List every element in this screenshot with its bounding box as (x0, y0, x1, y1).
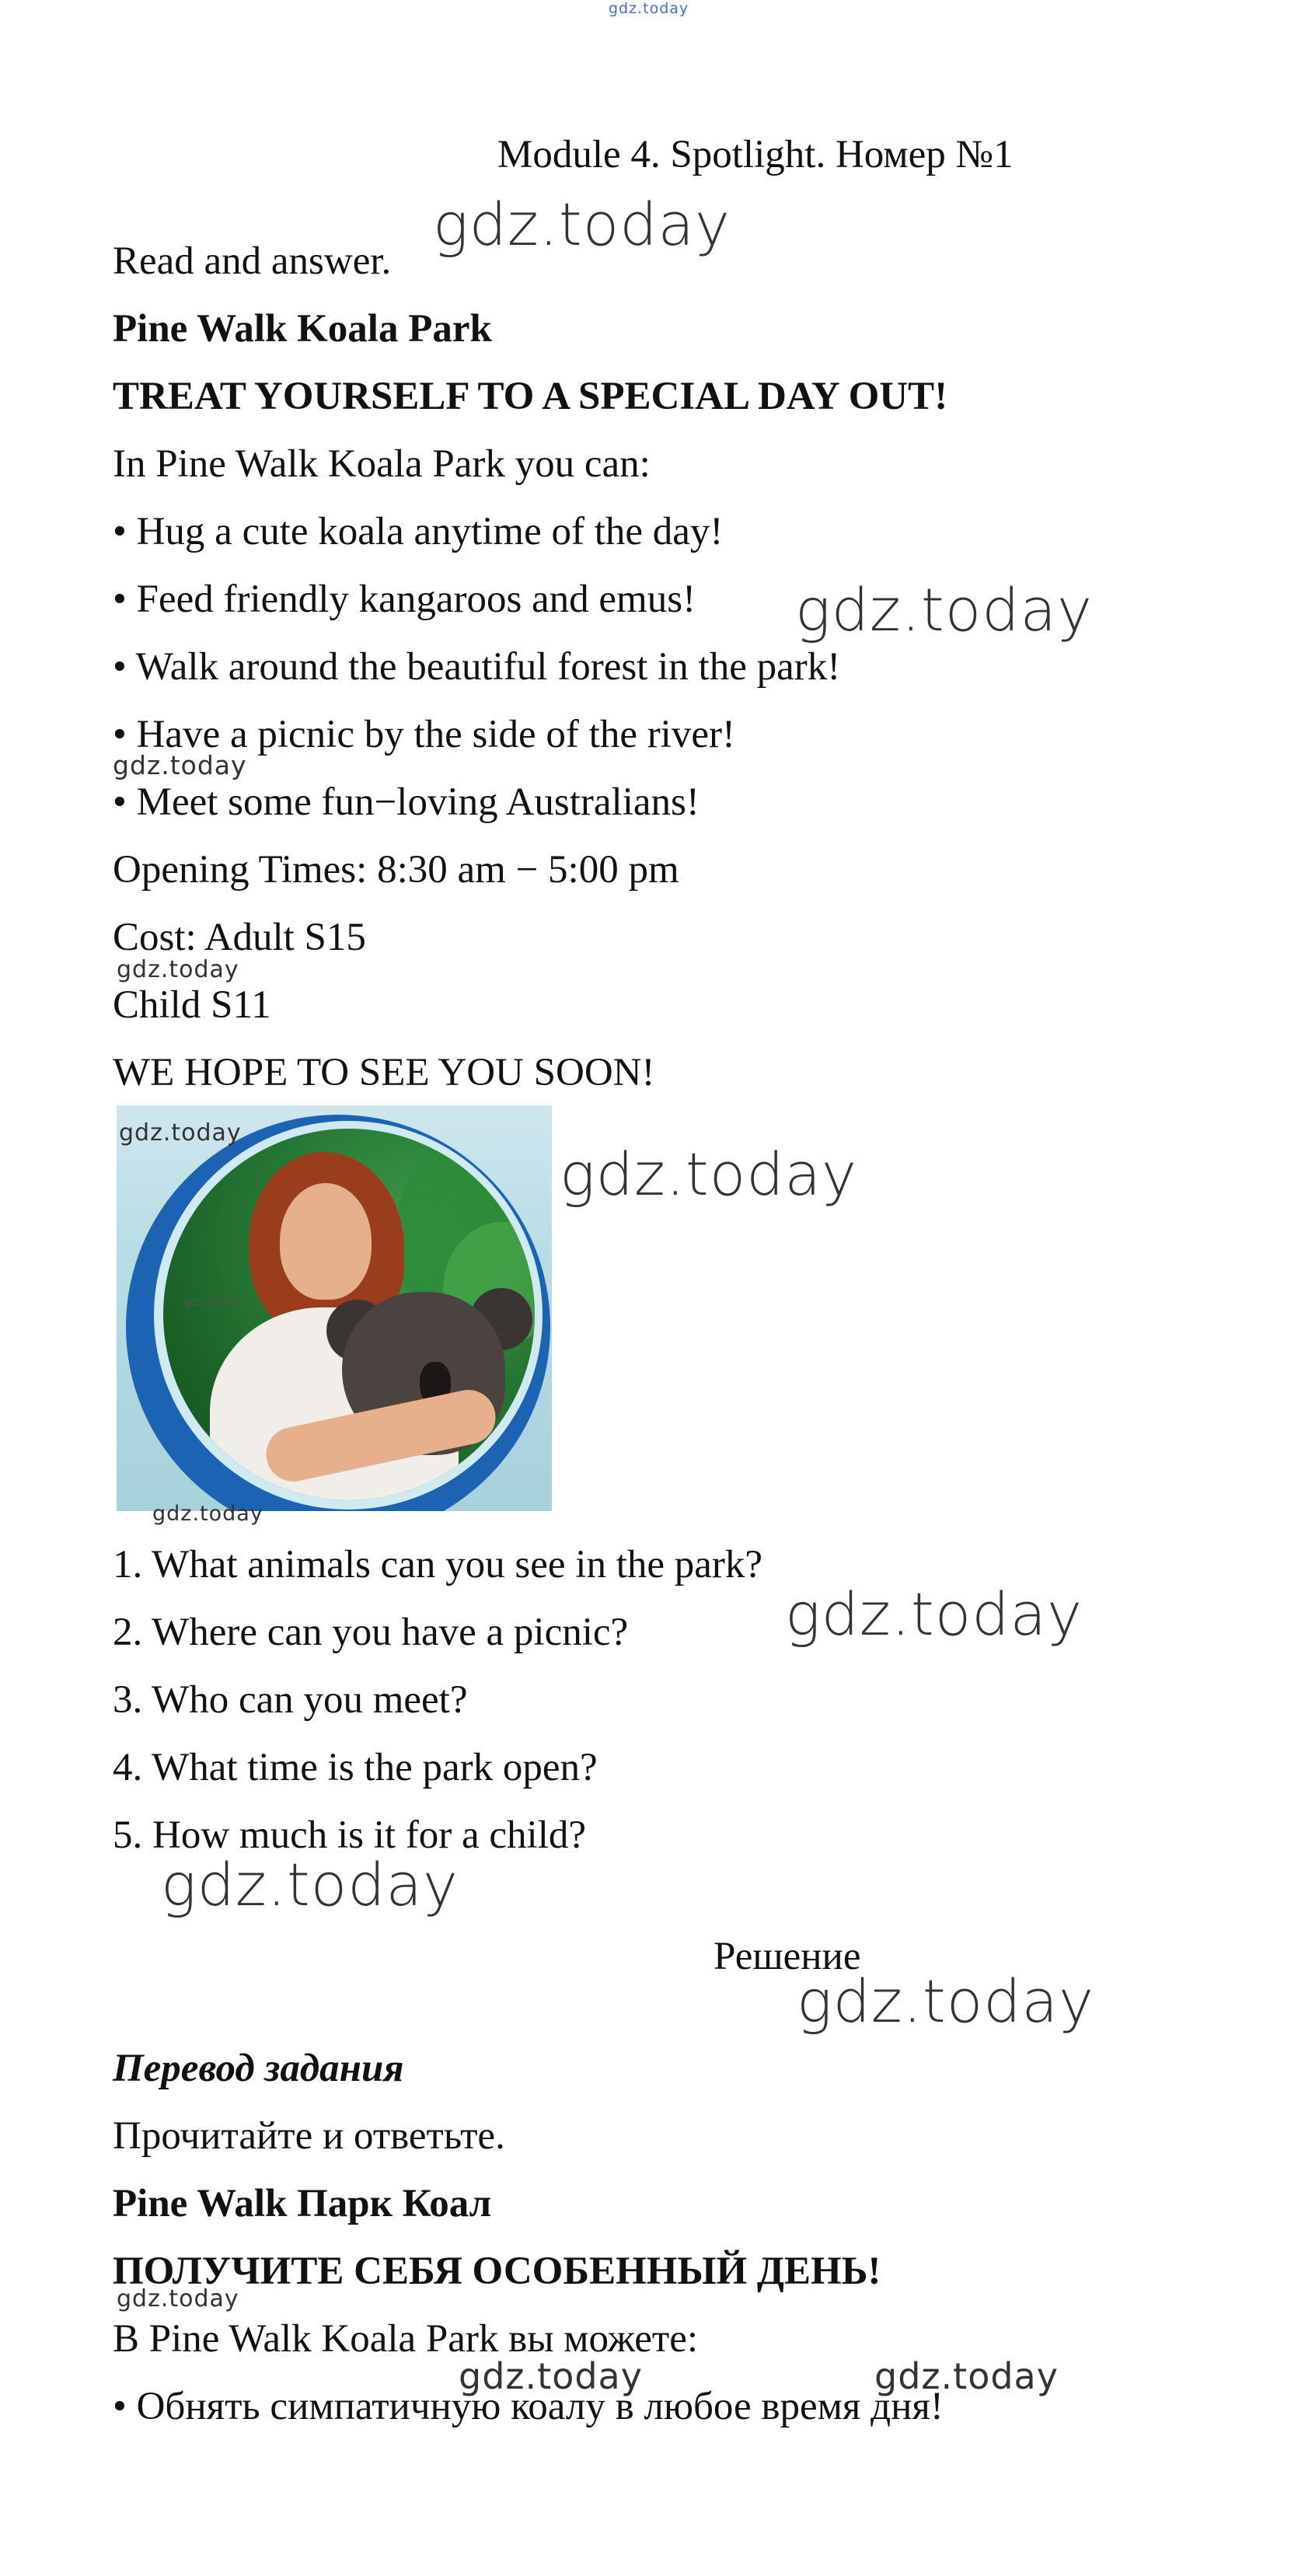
translation-heading: Перевод задания (113, 2047, 404, 2090)
question-item: 1. What animals can you see in the park? (113, 1543, 763, 1586)
watermark-text: gdz.today (795, 575, 1093, 644)
page-title: Module 4. Spotlight. Номер №1 (497, 133, 1014, 176)
translation-headline: ПОЛУЧИТЕ СЕБЯ ОСОБЕННЫЙ ДЕНЬ! (113, 2250, 881, 2293)
question-item: 5. How much is it for a child? (113, 1813, 587, 1857)
watermark-text: gdz.today (560, 1140, 857, 1209)
park-name: Pine Walk Koala Park (113, 307, 492, 351)
intro-text: In Pine Walk Koala Park you can: (113, 442, 651, 486)
bullet-item: • Meet some fun−loving Australians! (113, 780, 700, 824)
bullet-item: • Hug a cute koala anytime of the day! (113, 510, 724, 553)
watermark-text: gdz.today (152, 1502, 263, 1526)
watermark-text: gdz.today (183, 1297, 241, 1308)
translation-instruction: Прочитайте и ответьте. (113, 2114, 505, 2158)
watermark-text: gdz.today (785, 1579, 1083, 1649)
watermark-text: gdz.today (874, 2355, 1059, 2397)
watermark-text: gdz.today (119, 1119, 242, 1147)
headline: TREAT YOURSELF TO A SPECIAL DAY OUT! (113, 375, 948, 418)
watermark-text: gdz.today (797, 1967, 1094, 2036)
watermark-text: gdz.today (161, 1850, 459, 1919)
bullet-item: • Feed friendly kangaroos and emus! (113, 578, 696, 621)
watermark-text: gdz.today (117, 2285, 239, 2312)
cost-adult: Cost: Adult S15 (113, 916, 366, 959)
cost-child: Child S11 (113, 983, 271, 1027)
opening-times: Opening Times: 8:30 am − 5:00 pm (113, 848, 679, 892)
bullet-item: • Have a picnic by the side of the river! (113, 713, 735, 756)
translation-park-name: Pine Walk Парк Коал (113, 2182, 492, 2225)
translation-intro: В Pine Walk Koala Park вы можете: (113, 2317, 699, 2361)
solution-label: Решение (714, 1935, 861, 1978)
question-item: 3. Who can you meet? (113, 1678, 468, 1722)
question-item: 2. Where can you have a picnic? (113, 1611, 629, 1654)
watermark-text: gdz.today (113, 750, 247, 780)
watermark-text: gdz.today (433, 190, 731, 259)
koala-photo (117, 1105, 552, 1511)
bullet-item: • Walk around the beautiful forest in the park! (113, 645, 841, 689)
translation-bullet-item: • Обнять симпатичную коалу в любое время дня! (113, 2385, 944, 2428)
question-item: 4. What time is the park open? (113, 1746, 598, 1789)
watermark-text: gdz.today (117, 956, 239, 983)
task-instruction: Read and answer. (113, 239, 392, 283)
site-watermark-top: gdz.today (609, 0, 689, 17)
closing-text: WE HOPE TO SEE YOU SOON! (113, 1051, 655, 1094)
watermark-text: gdz.today (459, 2355, 643, 2397)
